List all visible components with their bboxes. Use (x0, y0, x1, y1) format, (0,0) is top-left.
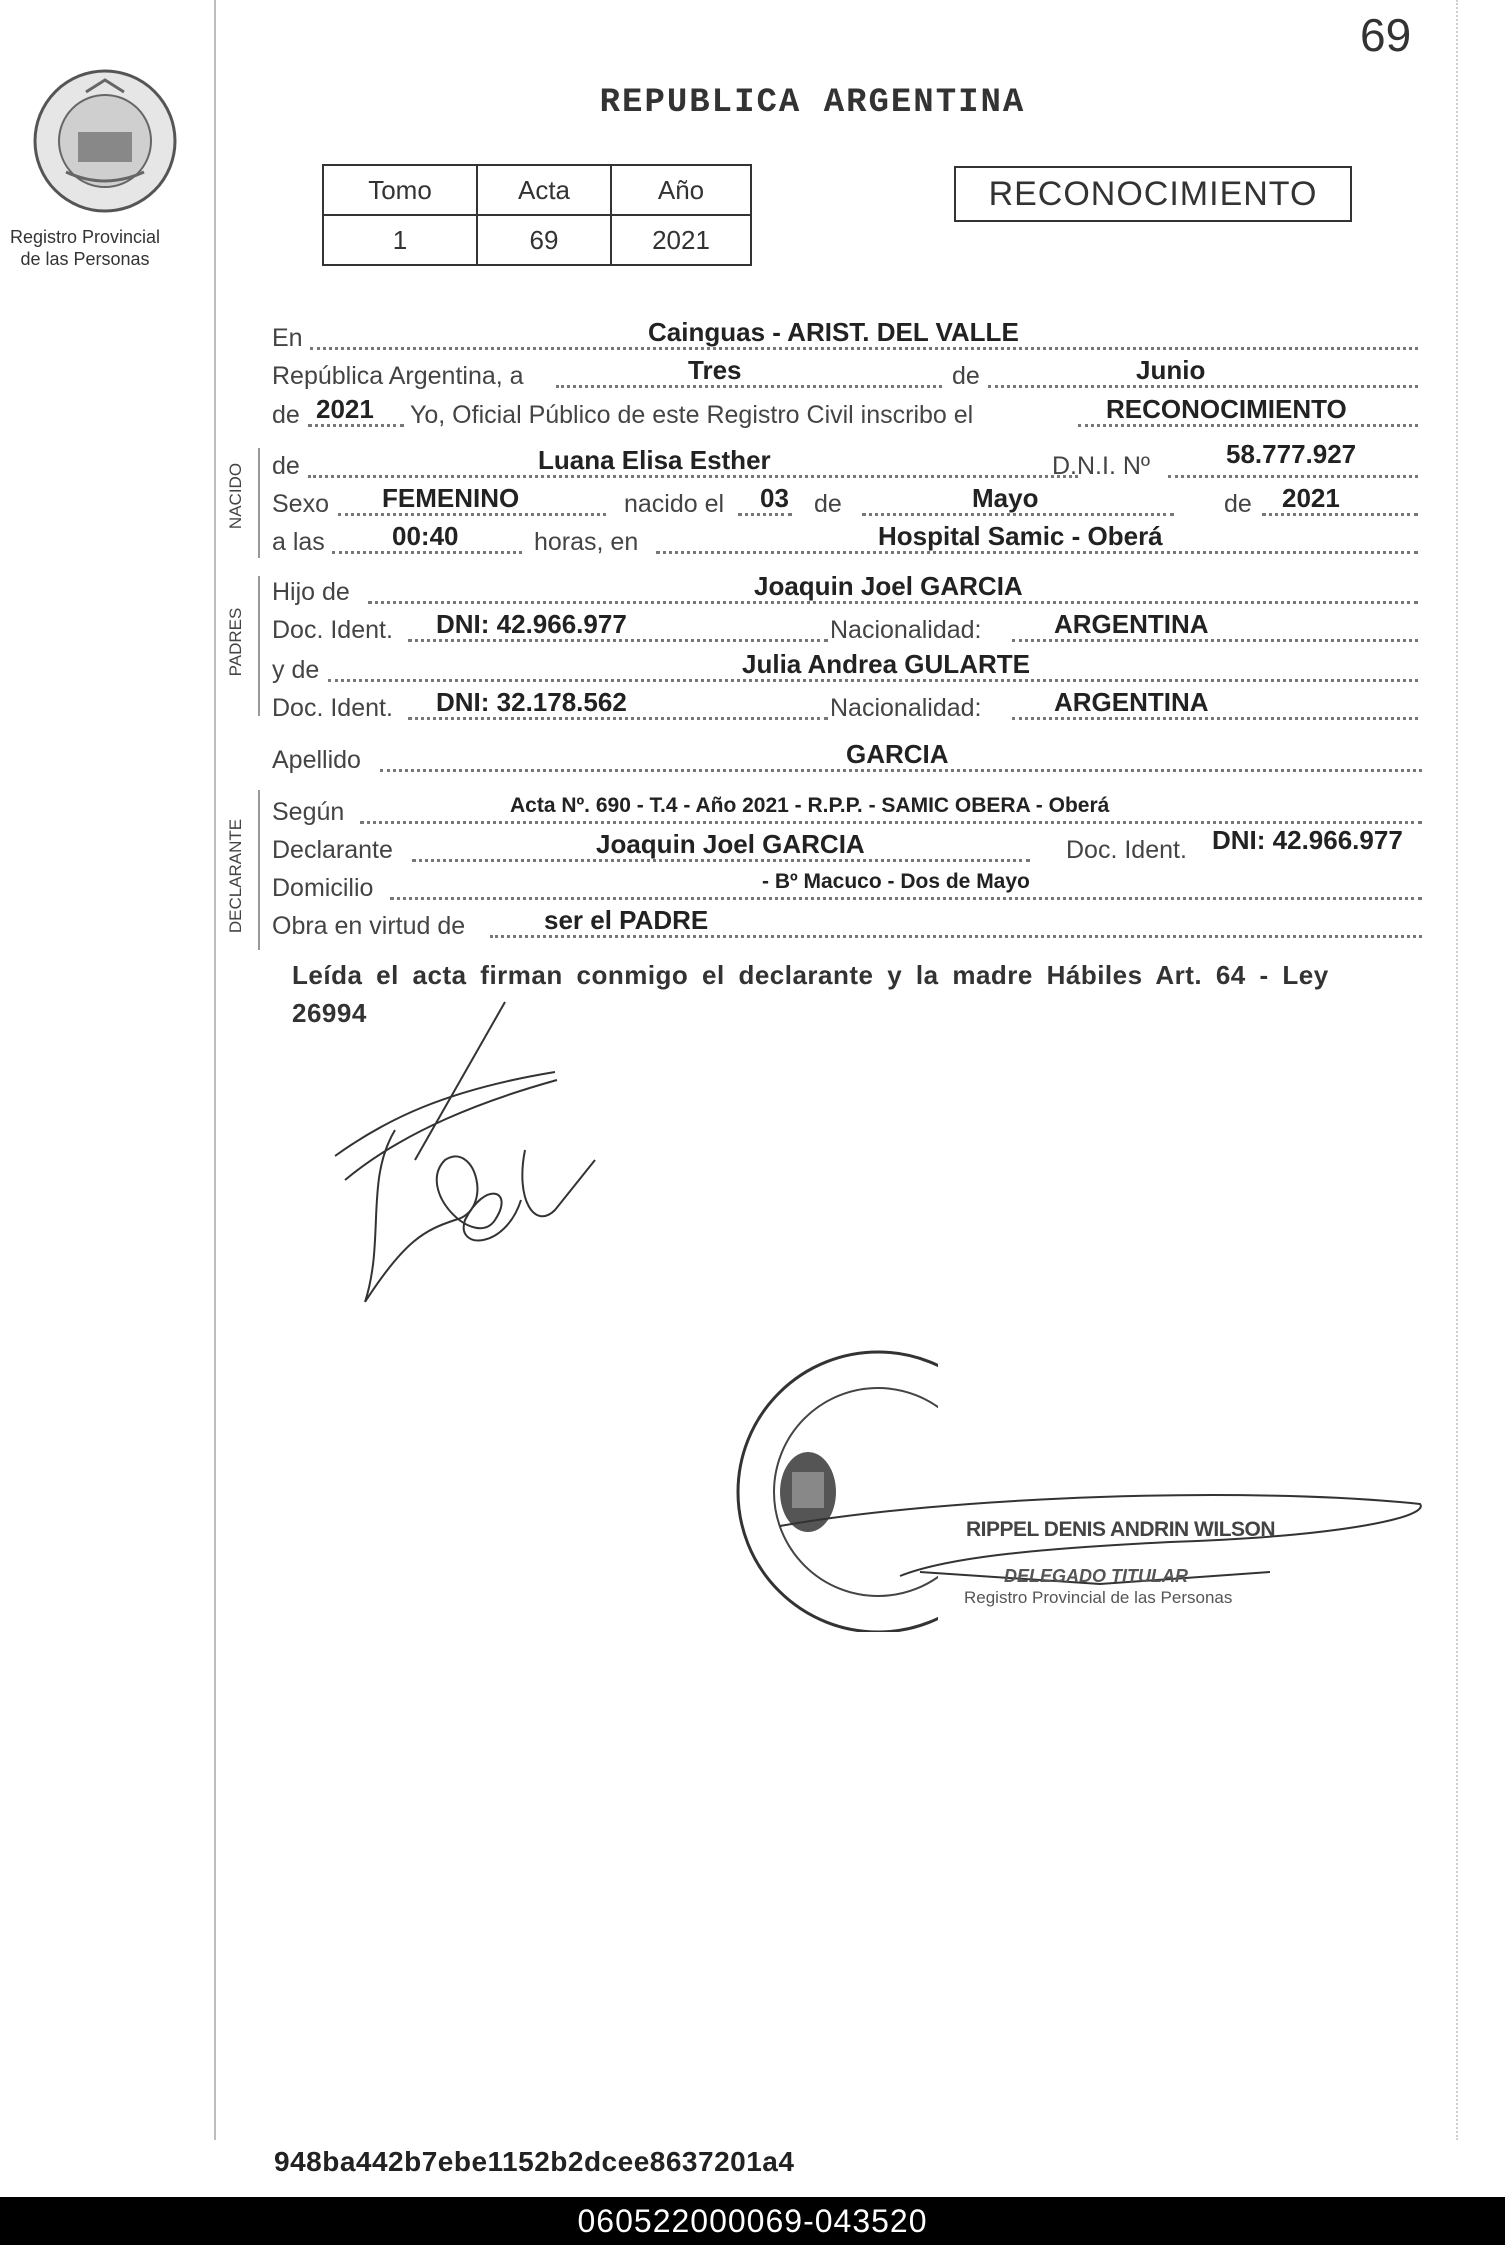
father-name: Joaquin Joel GARCIA (754, 571, 1023, 601)
row-madre (272, 649, 1418, 686)
birth-day: 03 (760, 483, 789, 513)
father-dni: DNI: 42.966.977 (436, 609, 627, 639)
document-hash: 948ba442b7ebe1152b2dcee8637201a4 (274, 2146, 795, 2177)
anio-value: 2021 (611, 215, 751, 265)
obra-label: Obra en virtud de (272, 912, 466, 940)
reference-table (322, 164, 752, 266)
acta-header: Acta (477, 165, 611, 215)
year-value: 2021 (316, 394, 374, 424)
row-nacido-sexo (272, 483, 1418, 520)
official-name: RIPPEL DENIS ANDRIN WILSON (966, 1518, 1276, 1541)
child-dni: 58.777.927 (1226, 439, 1357, 469)
row-en (272, 317, 1418, 354)
dotted-leader (556, 385, 942, 388)
de-label: de (814, 490, 842, 518)
nacionalidad-label: Nacionalidad: (830, 616, 982, 644)
doc-ident-label: Doc. Ident. (272, 694, 393, 722)
yo-text: Yo, Oficial Público de este Registro Civil inscribo el (410, 401, 974, 429)
section-bar-declarante (258, 790, 260, 950)
official-role: DELEGADO TITULAR (1004, 1566, 1188, 1586)
row-declarante (272, 825, 1422, 866)
page-number: 69 (1360, 9, 1412, 61)
y-de-label: y de (272, 656, 320, 684)
row-republica (272, 355, 1418, 392)
registry-label: Registro Provincial de las Personas (9, 227, 161, 269)
reference-table-values (323, 215, 751, 265)
tomo-value: 1 (323, 215, 477, 265)
birth-time: 00:40 (392, 521, 459, 551)
inscribo-value: RECONOCIMIENTO (1106, 394, 1347, 424)
dotted-leader (1168, 475, 1418, 478)
left-margin-rule (214, 0, 216, 2140)
day-value: Tres (688, 355, 742, 385)
mother-nationality: ARGENTINA (1054, 687, 1209, 717)
hijo-de-label: Hijo de (272, 578, 350, 606)
declarante-label: Declarante (272, 836, 393, 864)
document-title: REPUBLICA ARGENTINA (599, 84, 1026, 122)
official-org: Registro Provincial de las Personas (964, 1588, 1233, 1607)
de-label: de (1224, 490, 1252, 518)
de-label: de (272, 401, 300, 429)
en-label: En (272, 324, 303, 352)
de-label: de (272, 452, 300, 480)
birth-place: Hospital Samic - Oberá (878, 521, 1163, 551)
doc-ident-label: Doc. Ident. (272, 616, 393, 644)
nacido-el-label: nacido el (624, 490, 725, 518)
republica-label: República Argentina, a (272, 362, 524, 390)
section-bar-nacido (258, 448, 260, 558)
child-name: Luana Elisa Esther (538, 445, 771, 475)
row-segun (272, 794, 1422, 828)
section-bar-padres (258, 576, 260, 716)
act-type-box: RECONOCIMIENTO (954, 166, 1352, 222)
section-label-nacido: NACIDO (226, 462, 245, 530)
anio-header: Año (611, 165, 751, 215)
row-domicilio (272, 870, 1422, 904)
row-year (272, 394, 1418, 431)
domicilio-value: - Bº Macuco - Dos de Mayo (762, 870, 1030, 893)
de-label: de (952, 362, 980, 390)
sexo-label: Sexo (272, 490, 329, 518)
apellido-value: GARCIA (846, 739, 949, 769)
declarante-dni: DNI: 42.966.977 (1212, 825, 1403, 855)
closing-statement: Leída el acta firman conmigo el declarante y la madre Hábiles Art. 64 - Ley 26994 (292, 960, 1329, 1028)
domicilio-label: Domicilio (272, 874, 374, 902)
obra-value: ser el PADRE (544, 905, 709, 935)
birth-year: 2021 (1282, 483, 1340, 513)
segun-label: Según (272, 798, 345, 826)
father-nationality: ARGENTINA (1054, 609, 1209, 639)
section-label-declarante: DECLARANTE (226, 818, 245, 934)
row-padre-doc (272, 609, 1418, 646)
dotted-leader (360, 821, 1422, 824)
apellido-label: Apellido (272, 746, 361, 774)
declarant-signature (325, 980, 625, 1320)
tomo-header: Tomo (323, 165, 477, 215)
reference-table-header (323, 165, 751, 215)
row-padre (272, 571, 1418, 608)
a-las-label: a las (272, 528, 325, 556)
dni-label: D.N.I. Nº (1052, 452, 1151, 480)
segun-value: Acta Nº. 690 - T.4 - Año 2021 - R.P.P. - SAMIC OBERA - Oberá (510, 794, 1110, 817)
barcode-number-bar: 060522000069-043520 (0, 2197, 1505, 2245)
birth-month: Mayo (972, 483, 1039, 513)
doc-ident-label: Doc. Ident. (1066, 836, 1187, 864)
row-obra (272, 905, 1422, 942)
row-apellido (272, 739, 1422, 776)
row-nacido-hora (272, 521, 1418, 558)
dotted-leader (390, 897, 1422, 900)
mother-name: Julia Andrea GULARTE (742, 649, 1030, 679)
place-value: Cainguas - ARIST. DEL VALLE (648, 317, 1019, 347)
declarante-value: Joaquin Joel GARCIA (596, 829, 865, 859)
sexo-value: FEMENINO (382, 483, 520, 513)
acta-value: 69 (477, 215, 611, 265)
row-nacido-name (272, 439, 1418, 482)
section-label-padres: PADRES (226, 607, 245, 677)
nacionalidad-label: Nacionalidad: (830, 694, 982, 722)
right-margin-rule (1456, 0, 1458, 2140)
month-value: Junio (1136, 355, 1206, 385)
mother-dni: DNI: 32.178.562 (436, 687, 627, 717)
horas-label: horas, en (534, 528, 639, 556)
row-madre-doc (272, 687, 1418, 724)
